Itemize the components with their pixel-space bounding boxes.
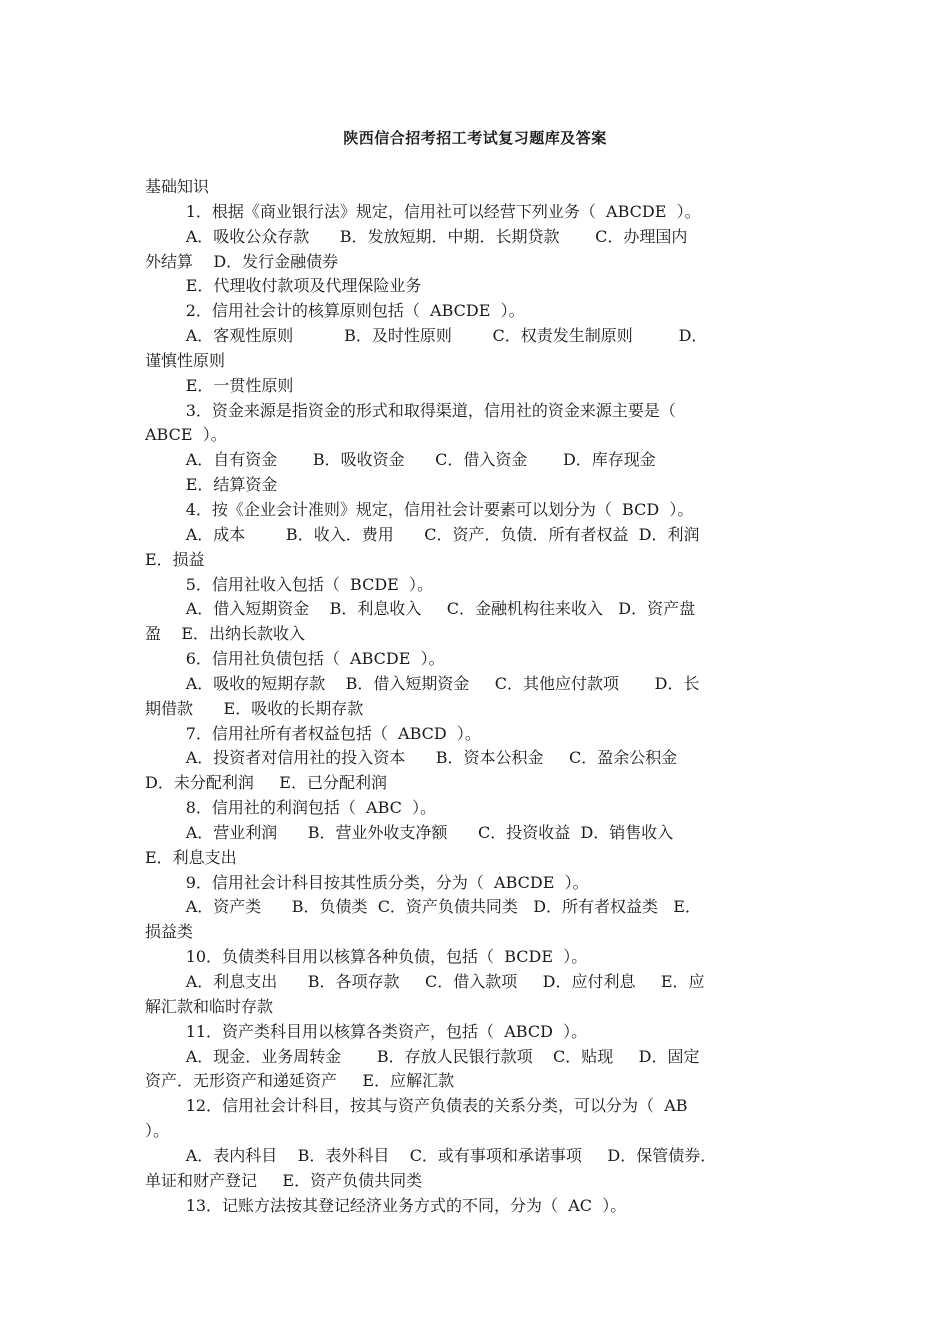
text-line: E．损益 (145, 549, 205, 569)
text-line: 12．信用社会计科目，按其与资产负债表的关系分类，可以分为（ AB (145, 1096, 688, 1116)
text-line: A．成本 B．收入．费用 C．资产．负债．所有者权益 D．利润 (145, 524, 700, 544)
text-line: 4．按《企业会计准则》规定，信用社会计要素可以划分为（ BCD ）。 (145, 499, 694, 519)
text-line: 2．信用社会计的核算原则包括（ ABCDE ）。 (145, 301, 525, 321)
document-body (145, 175, 805, 1218)
document-title: 陕西信合招考招工考试复习题库及答案 (343, 129, 607, 147)
text-line: A．吸收的短期存款 B．借入短期资金 C．其他应付款项 D．长 (145, 673, 700, 693)
text-line: 8．信用社的利润包括（ ABC ）。 (145, 798, 437, 818)
text-line: A．借入短期资金 B．利息收入 C．金融机构往来收入 D．资产盘 (145, 599, 696, 619)
text-line: A．投资者对信用社的投入资本 B．资本公积金 C．盈余公积金 (145, 748, 678, 768)
text-line: 资产．无形资产和递延资产 E．应解汇款 (145, 1071, 455, 1091)
text-line: 10．负债类科目用以核算各种负债，包括（ BCDE ）。 (145, 947, 588, 967)
text-line: A．现金．业务周转金 B．存放人民银行款项 C．贴现 D．固定 (145, 1046, 700, 1066)
text-line: 1．根据《商业银行法》规定，信用社可以经营下列业务（ ABCDE ）。 (145, 201, 701, 221)
text-line: 外结算 D．发行金融债券 (145, 251, 339, 271)
text-line: 解汇款和临时存款 (145, 996, 274, 1016)
text-line: A．资产类 B．负债类 C．资产负债共同类 D．所有者权益类 E． (145, 897, 701, 917)
text-line: 5．信用社收入包括（ BCDE ）。 (145, 574, 434, 594)
text-line: A．吸收公众存款 B．发放短期．中期．长期贷款 C．办理国内 (145, 226, 688, 246)
text-line: E．结算资金 (145, 475, 278, 495)
text-line: ）。 (145, 1121, 170, 1141)
text-line: 期借款 E．吸收的长期存款 (145, 698, 364, 718)
text-line: A．客观性原则 B．及时性原则 C．权责发生制原则 D． (145, 326, 708, 346)
text-line: D．未分配利润 E．已分配利润 (145, 773, 387, 793)
text-line: 13．记账方法按其登记经济业务方式的不同，分为（ AC ）。 (145, 1195, 627, 1215)
text-line: E．一贯性原则 (145, 375, 294, 395)
text-line: 盈 E．出纳长款收入 (145, 624, 306, 644)
text-line: 3．资金来源是指资金的形式和取得渠道，信用社的资金来源主要是（ (145, 400, 676, 420)
text-line: 11．资产类科目用以核算各类资产，包括（ ABCD ）。 (145, 1021, 588, 1041)
text-line: E．代理收付款项及代理保险业务 (145, 276, 422, 296)
section-heading: 基础知识 (145, 177, 210, 196)
text-line: A．利息支出 B．各项存款 C．借入款项 D．应付利息 E．应 (145, 972, 705, 991)
text-line: 6．信用社负债包括（ ABCDE ）。 (145, 649, 445, 669)
text-line: 7．信用社所有者权益包括（ ABCD ）。 (145, 723, 481, 743)
text-line: 9．信用社会计科目按其性质分类，分为（ ABCDE ）。 (145, 872, 589, 892)
text-line: A．自有资金 B．吸收资金 C．借入资金 D．库存现金 (145, 450, 656, 470)
text-line: E．利息支出 (145, 847, 237, 867)
text-line: ABCE ）。 (145, 425, 227, 445)
text-line: 损益类 (145, 922, 194, 942)
text-line: 单证和财产登记 E．资产负债共同类 (145, 1170, 423, 1190)
text-line: 谨慎性原则 (145, 350, 226, 370)
text-line: A．营业利润 B．营业外收支净额 C．投资收益 D．销售收入 (145, 822, 674, 842)
text-line: A．表内科目 B．表外科目 C．或有事项和承诺事项 D．保管债券． (145, 1145, 717, 1165)
